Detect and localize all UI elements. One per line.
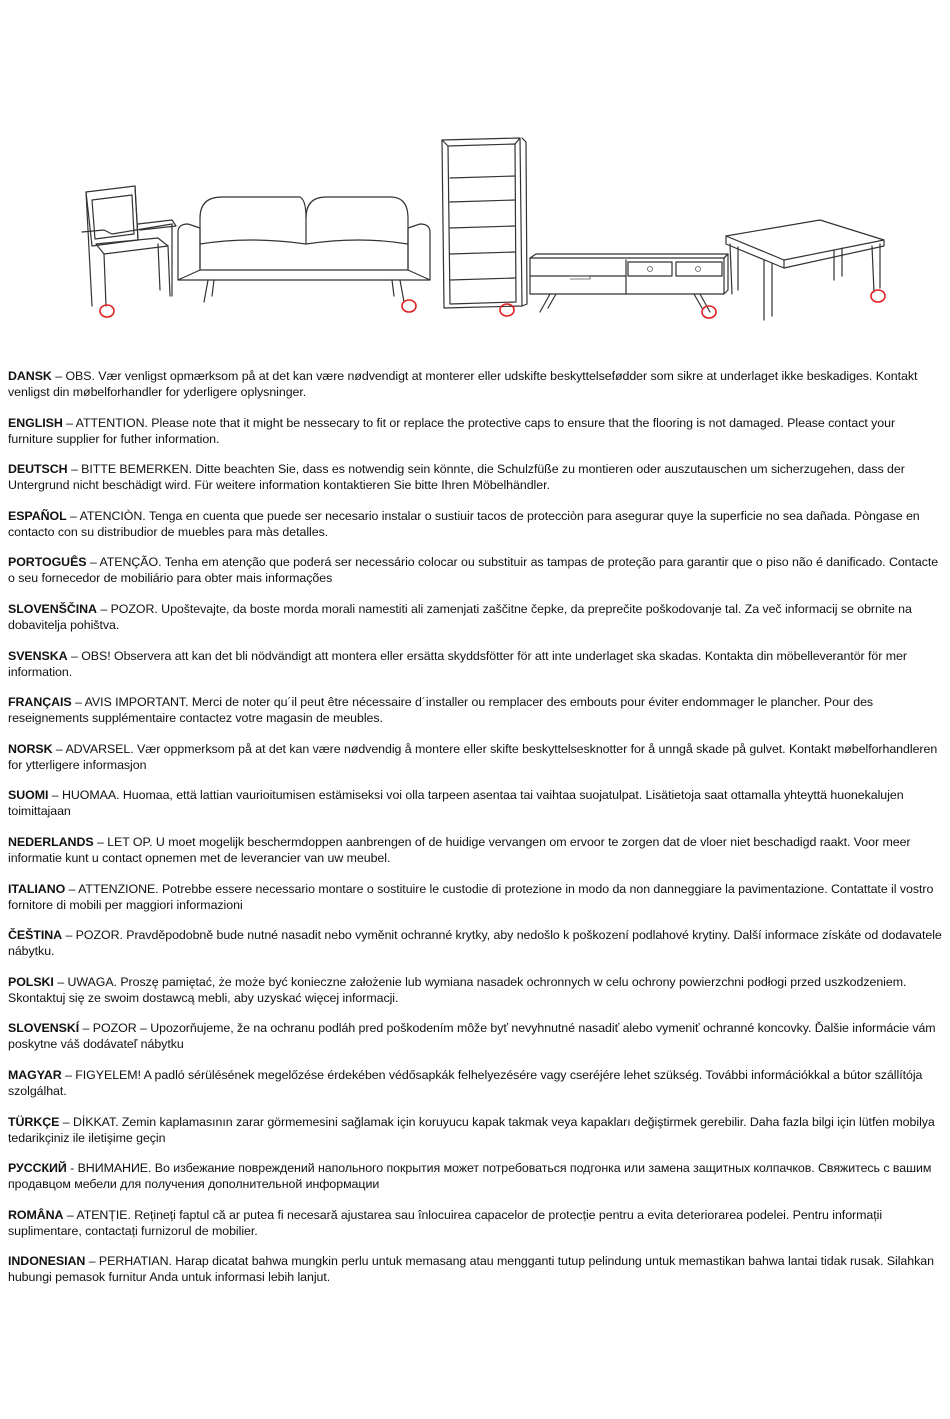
language-label: SUOMI bbox=[8, 788, 49, 803]
notice-text: – ATTENZIONE. Potrebbe essere necessario montare o sostituire le custodie di protezione in modo da non danneggiare la pavimentazione. Contattate il vostro fornitore di mobili per maggiori informazioni bbox=[8, 881, 934, 912]
notice-norsk bbox=[8, 741, 942, 773]
notice-svenska bbox=[8, 648, 942, 680]
language-label: TÜRKÇE bbox=[8, 1114, 60, 1129]
notice-romana bbox=[8, 1207, 942, 1239]
language-label: POLSKI bbox=[8, 974, 54, 989]
protective-cap-marker bbox=[702, 306, 716, 318]
notice-english bbox=[8, 415, 942, 447]
notice-text: – ATENȚIE. Rețineți faptul că ar putea fi necesară ajustarea sau înlocuirea capacelor de protecție pentru a evita deteriorarea podelei. Pentru informații suplimentare, contactați furnizorul de mobilier. bbox=[8, 1207, 883, 1238]
language-label: SLOVENŠČINA bbox=[8, 601, 97, 616]
language-label: INDONESIAN bbox=[8, 1254, 86, 1269]
notice-text: – FIGYELEM! A padló sérülésének megelőzése érdekében védősapkák felhelyezésére vagy cseréjére lehet szükség. További információkkal a bútor szállítója szolgálhat. bbox=[8, 1067, 923, 1098]
notice-text: – POZOR. Upoštevajte, da boste morda morali namestiti ali zamenjati zaščitne čepke, da preprečite poškodovanje tal. Za več informacij se obrnite na dobavitelja pohištva. bbox=[8, 601, 912, 632]
notice-slovenscina bbox=[8, 601, 942, 633]
protective-cap-marker bbox=[402, 300, 416, 312]
notice-text: – ATENÇÃO. Tenha em atenção que poderá ser necessário colocar ou substituir as tampas de proteção para garantir que o piso não é danificado. Contacte o seu fornecedor de mobiliário para obter mais informações bbox=[8, 555, 939, 586]
language-label: ROMÂNA bbox=[8, 1207, 64, 1222]
notice-francais bbox=[8, 694, 942, 726]
notice-deutsch bbox=[8, 461, 942, 493]
notice-turkce bbox=[8, 1114, 942, 1146]
notice-portugues bbox=[8, 554, 942, 586]
notice-nederlands bbox=[8, 834, 942, 866]
notice-polski bbox=[8, 974, 942, 1006]
notice-suomi bbox=[8, 787, 942, 819]
notice-text: – ADVARSEL. Vær oppmerksom på at det kan være nødvendig å montere eller skifte beskyttelsesknotter for å unngå skade på gulvet. Kontakt møbelforhandleren for ytterligere informasjon bbox=[8, 741, 938, 772]
language-label: NORSK bbox=[8, 741, 53, 756]
protective-cap-marker bbox=[100, 305, 114, 317]
notice-magyar bbox=[8, 1067, 942, 1099]
language-label: DEUTSCH bbox=[8, 462, 68, 477]
language-label: MAGYAR bbox=[8, 1067, 62, 1082]
sofa-icon bbox=[178, 197, 430, 312]
multilingual-notice-list bbox=[8, 368, 942, 1300]
notice-text: – UWAGA. Proszę pamiętać, że może być konieczne założenie lub wymiana nasadek ochronnych w celu ochrony powierzchni podłogi przed uszkodzeniem. Skontaktuj się ze swoim dostawcą mebli, aby uzyskać więcej informacji. bbox=[8, 974, 907, 1005]
language-label: ITALIANO bbox=[8, 881, 66, 896]
notice-text: – OBS! Observera att kan det bli nödvändigt att montera eller ersätta skyddsfötter för att inte underlaget ska skadas. Kontakta din möbelleverantör för mer information. bbox=[8, 648, 907, 679]
language-label: ENGLISH bbox=[8, 415, 63, 430]
notice-text: – ATENCIÒN. Tenga en cuenta que puede ser necesario instalar o sustiuir tacos de protecciòn para asegurar quye la superficie no sea dañada. Pòngase en contacto con su distribudior de muebles para màs detalles. bbox=[8, 508, 920, 539]
table-icon bbox=[726, 220, 885, 320]
language-label: PORTOGUÊS bbox=[8, 555, 87, 570]
notice-text: – AVIS IMPORTANT. Merci de noter qu´il peut être nécessaire d´installer ou remplacer des embouts pour éviter endommager le plancher. Pour des reseignements supplémentaire contactez votre magasin de meubles. bbox=[8, 695, 874, 726]
notice-text: – ATTENTION. Please note that it might be nessecary to fit or replace the protective caps to ensure that the flooring is not damaged. Please contact your furniture supplier for futher information. bbox=[8, 415, 896, 446]
language-label: SLOVENSKÍ bbox=[8, 1021, 80, 1036]
language-label: ESPAÑOL bbox=[8, 508, 67, 523]
language-label: SVENSKA bbox=[8, 648, 68, 663]
bookshelf-icon bbox=[442, 138, 527, 316]
protective-cap-marker bbox=[871, 290, 885, 302]
notice-text: – LET OP. U moet mogelijk beschermdoppen aanbrengen of de huidige vervangen om ervoor te zorgen dat de vloer niet beschadigd raakt. Voor meer informatie kunt u contact opnemen met de leverancier van uw meubel. bbox=[8, 834, 911, 865]
notice-espanol bbox=[8, 508, 942, 540]
notice-text: – PERHATIAN. Harap dicatat bahwa mungkin perlu untuk memasang atau mengganti tutup pelindung untuk memastikan bahwa lantai tidak rusak. Silahkan hubungi pemasok furnitur Anda untuk informasi lebih lanjut. bbox=[8, 1254, 934, 1285]
notice-russkiy bbox=[8, 1160, 942, 1192]
notice-text: – POZOR – Upozorňujeme, že na ochranu podláh pred poškodením môže byť nevyhnutné nasadiť alebo vymeniť ochranné koncovky. Ďalšie informácie vám poskytne váš dodávateľ nábytku bbox=[8, 1021, 936, 1052]
notice-text: – POZOR. Pravděpodobně bude nutné nasadit nebo vyměnit ochranné krytky, aby nedošlo k poškození podlahové krytiny. Další informace získáte od dodavatele nábytku. bbox=[8, 928, 942, 959]
language-label: ČEŠTINA bbox=[8, 928, 63, 943]
furniture-illustration bbox=[0, 120, 950, 335]
notice-slovensky bbox=[8, 1020, 942, 1052]
language-label: РУССКИЙ bbox=[8, 1161, 67, 1176]
tv-bench-icon bbox=[530, 254, 728, 318]
notice-italiano bbox=[8, 881, 942, 913]
language-label: NEDERLANDS bbox=[8, 834, 94, 849]
chair-icon bbox=[82, 186, 176, 317]
notice-text: – BITTE BEMERKEN. Ditte beachten Sie, dass es notwendig sein könnte, die Schulzfüße zu montieren oder auszutauschen um sicherzugehen, dass der Untergrund nicht beschädigt wird. Für weitere information kontaktieren Sie bitte Ihren Möbelhändler. bbox=[8, 462, 905, 493]
language-label: DANSK bbox=[8, 369, 52, 383]
notice-text: – OBS. Vær venligst opmærksom på at det kan være nødvendigt at monterer eller udskifte beskyttelsefødder som sikre at underlaget ikke beskadiges. Kontakt venligst din møbelforhandler for yderligere oplysninger. bbox=[8, 369, 918, 399]
notice-text: – HUOMAA. Huomaa, että lattian vaurioitumisen estämiseksi voi olla tarpeen asentaa tai vaihtaa suojatulpat. Lisätietoja saat ottamalla yhteyttä huonekalujen toimittajaan bbox=[8, 788, 904, 819]
notice-text: – DİKKAT. Zemin kaplamasının zarar görmemesini sağlamak için koruyucu kapak takmak veya kapakları değiştirmek gerebilir. Daha fazla bilgi için lütfen mobilya tedarikçiniz ile iletişime geçin bbox=[8, 1114, 935, 1145]
notice-text: - ВНИМАНИЕ. Во избежание повреждений напольного покрытия может потребоваться подгонка или замена защитных колпачков. Свяжитесь с вашим продавцом мебели для получения дополнительной информации bbox=[8, 1161, 932, 1192]
notice-dansk bbox=[8, 368, 942, 400]
notice-indonesian bbox=[8, 1253, 942, 1285]
notice-cestina bbox=[8, 927, 942, 959]
language-label: FRANÇAIS bbox=[8, 695, 72, 710]
